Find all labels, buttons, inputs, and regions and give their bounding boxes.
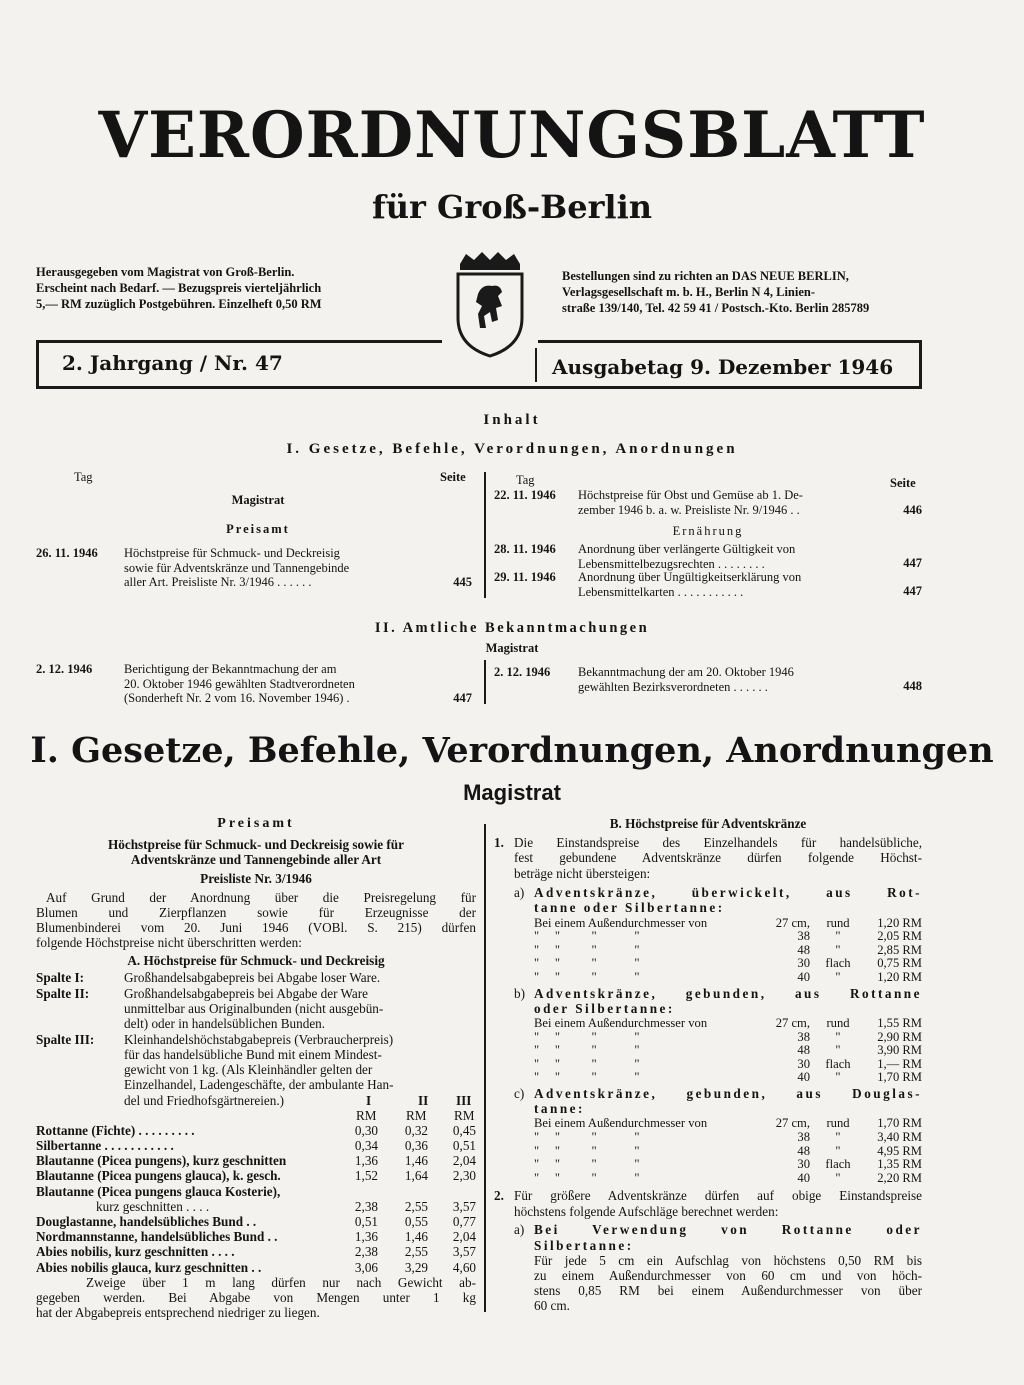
price-value-ii: 0,55 xyxy=(404,1213,428,1229)
group-title-line: Adventskränze, gebunden, aus Rottanne xyxy=(534,985,922,1001)
wreath-price-row xyxy=(534,1016,922,1030)
toc-entry xyxy=(494,570,922,600)
wreath-diameter: 40 xyxy=(797,1170,810,1185)
group-label: c) xyxy=(514,1085,525,1101)
wreath-group xyxy=(494,986,922,1084)
wreath-size-lead: " " " " xyxy=(534,1043,640,1058)
price-value-ii: 2,55 xyxy=(404,1198,428,1214)
section-a-heading: A. Höchstpreise für Schmuck- und Deckreisig xyxy=(127,952,385,968)
price-row-name: Douglastanne, handelsübliches Bund . . xyxy=(36,1213,257,1229)
price-row xyxy=(36,1184,476,1199)
wreath-price-row xyxy=(534,1130,922,1144)
wreath-size-lead: " " " " xyxy=(534,1070,640,1085)
wreath-price-row xyxy=(534,1070,922,1084)
price-row-name: Rottanne (Fichte) . . . . . . . . . xyxy=(36,1122,195,1138)
masthead-subtitle: für Groß-Berlin xyxy=(372,188,652,226)
wreath-price: 2,85 RM xyxy=(877,942,922,957)
rule xyxy=(36,340,442,343)
toc-entry-page: 447 xyxy=(453,691,472,705)
price-row xyxy=(36,1244,476,1259)
left-column xyxy=(36,816,476,1320)
toc-entry-text xyxy=(578,570,888,599)
wreath-diameter: 27 cm, xyxy=(775,1116,810,1131)
price-value-ii: 0,36 xyxy=(404,1138,428,1154)
price-row-name: Abies nobilis, kurz geschnitten . . . . xyxy=(36,1244,235,1260)
toc-entry-page: 447 xyxy=(903,556,922,570)
wreath-size-lead: " " " " xyxy=(534,1056,640,1071)
wreath-price: 3,90 RM xyxy=(877,1043,922,1058)
price-row xyxy=(36,1214,476,1229)
group-title-line: tanne: xyxy=(534,1101,585,1117)
price-row xyxy=(36,1123,476,1138)
section-b-heading: B. Höchstpreise für Adventskränze xyxy=(609,816,807,831)
toc-section1-title: I. Gesetze, Befehle, Verordnungen, Anordnungen xyxy=(286,441,738,457)
toc-entry-line: Lebensmittelkarten . . . . . . . . . . . xyxy=(578,584,744,599)
wreath-diameter: 27 cm, xyxy=(775,1015,810,1030)
toc-entry-text xyxy=(124,546,444,590)
col-head-1: I xyxy=(366,1092,372,1108)
spalte-line: delt) oder in handelsüblichen Bunden. xyxy=(124,1016,326,1032)
spalte xyxy=(36,970,476,986)
wreath-group xyxy=(494,885,922,983)
group-title-line: Adventskränze, überwickelt, aus Rot- xyxy=(534,885,922,901)
wreath-diameter: 38 xyxy=(797,929,810,944)
toc-entry-line: Berichtigung der Bekanntmachung der am xyxy=(124,662,337,676)
order-line: straße 139/140, Tel. 42 59 41 / Postsch.-Kto. Berlin 285789 xyxy=(562,301,870,315)
wreath-shape: rund xyxy=(826,1015,850,1030)
main-subheading: Magistrat xyxy=(463,780,561,805)
group-title-line: Adventskränze, gebunden, aus Douglas- xyxy=(534,1085,922,1101)
toc-entry-line: (Sonderheft Nr. 2 vom 16. November 1946) . xyxy=(124,691,350,705)
toc-entry-line: Anordnung über verlängerte Gültigkeit von xyxy=(578,542,796,556)
price-value-ii: 1,46 xyxy=(404,1229,428,1245)
publisher-line: Erscheint nach Bedarf. — Bezugspreis vierteljährlich xyxy=(36,281,322,295)
wreath-price: 0,75 RM xyxy=(877,956,922,971)
group-title-line: Silbertanne: xyxy=(534,1237,634,1253)
toc-entry-line: 20. Oktober 1946 gewählten Stadtverordneten xyxy=(124,676,355,691)
wreath-shape: " xyxy=(835,942,841,957)
intro-line: folgende Höchstpreise nicht überschritten werden: xyxy=(36,935,302,951)
wreath-size-lead: " " " " xyxy=(534,1029,640,1044)
wreath-price: 1,35 RM xyxy=(877,1157,922,1172)
spalte-line: für das handelsübliche Bund mit einem Mindest- xyxy=(124,1047,382,1063)
toc-group: Magistrat xyxy=(231,493,285,507)
toc-entry-page: 447 xyxy=(903,584,922,598)
wreath-price: 2,90 RM xyxy=(877,1029,922,1044)
wreath-group xyxy=(494,1086,922,1184)
spalte-label: Spalte II: xyxy=(36,985,90,1001)
intro-line: Auf Grund der Anordnung über die Preisregelung für xyxy=(46,889,476,905)
intro-line: Blumenbinderei vom 20. Juni 1946 (VOBl. S. 215) dürfen xyxy=(36,920,476,936)
wreath-diameter: 30 xyxy=(797,1157,810,1172)
price-table xyxy=(36,1123,476,1275)
wreath-groups xyxy=(494,885,922,1184)
wreath-price: 1,70 RM xyxy=(877,1116,922,1131)
regulation-title-line: Höchstpreise für Schmuck- und Deckreisig sowie für xyxy=(108,837,404,853)
toc-subgroup: Preisamt xyxy=(226,522,290,536)
toc-entry-date: 2. 12. 1946 xyxy=(494,665,551,679)
wreath-diameter: 48 xyxy=(797,1043,810,1058)
wreath-shape: " xyxy=(835,1029,841,1044)
group-line: Für jede 5 cm ein Aufschlag von höchstens 0,50 RM bis xyxy=(534,1252,922,1268)
toc-heading: Inhalt xyxy=(483,412,541,428)
closing-line: gegeben werden. Bei Abgabe von Mengen unter 1 kg xyxy=(36,1289,476,1305)
toc-entry-line: Höchstpreise für Schmuck- und Deckreisig xyxy=(124,546,340,560)
toc-entry-page: 446 xyxy=(903,503,922,517)
wreath-diameter: 40 xyxy=(797,1070,810,1085)
price-value-i: 0,30 xyxy=(354,1122,378,1138)
wreath-shape: " xyxy=(835,1043,841,1058)
spalte-label: Spalte III: xyxy=(36,1031,95,1047)
column-divider xyxy=(484,660,486,704)
wreath-size-lead: " " " " xyxy=(534,929,640,944)
wreath-price-row xyxy=(534,1171,922,1185)
price-value-i: 0,34 xyxy=(354,1138,378,1154)
wreath-diameter: 27 cm, xyxy=(775,915,810,930)
group-label: a) xyxy=(514,885,525,901)
group-text xyxy=(534,1222,922,1313)
wreath-price-row xyxy=(534,956,922,970)
price-value-ii: 0,32 xyxy=(404,1122,428,1138)
wreath-price-row xyxy=(534,943,922,957)
paragraph-line: beträge nicht übersteigen: xyxy=(514,865,651,881)
toc-entry-line: sowie für Adventskränze und Tannengebinde xyxy=(124,560,350,575)
unit-row xyxy=(36,1108,476,1123)
order-info xyxy=(562,268,926,316)
spalte-line: Einzelhandel, Ladengeschäfte, der ambulante Han- xyxy=(124,1077,394,1093)
wreath-price: 1,20 RM xyxy=(877,915,922,930)
paragraph-2 xyxy=(494,1188,922,1220)
price-value-iii: 3,57 xyxy=(452,1198,476,1214)
wreath-size-lead: " " " " xyxy=(534,1157,640,1172)
price-list-number: Preisliste Nr. 3/1946 xyxy=(200,870,312,886)
paragraph-line: Die Einstandspreise des Einzelhandels für handelsübliche, xyxy=(514,835,922,851)
price-value-i: 2,38 xyxy=(354,1244,378,1260)
wreath-diameter: 40 xyxy=(797,969,810,984)
wreath-price-row xyxy=(534,1116,922,1130)
price-value-iii: 0,51 xyxy=(452,1138,476,1154)
paragraph-1 xyxy=(494,835,922,883)
price-row-name: Blautanne (Picea pungens glauca Kosterie), xyxy=(36,1183,281,1199)
wreath-shape: rund xyxy=(826,1116,850,1131)
price-row xyxy=(36,1153,476,1168)
price-value-ii: 1,64 xyxy=(404,1168,428,1184)
price-row-name: Silbertanne . . . . . . . . . . . xyxy=(36,1138,174,1154)
wreath-diameter: 38 xyxy=(797,1129,810,1144)
rule xyxy=(919,340,922,388)
spalte xyxy=(36,1032,476,1108)
price-value-iii: 4,60 xyxy=(452,1259,476,1275)
col-head-2: II xyxy=(418,1092,429,1108)
wreath-size-lead: " " " " xyxy=(534,969,640,984)
toc-entry xyxy=(36,662,472,710)
price-value-i: 1,52 xyxy=(354,1168,378,1184)
wreath-price: 1,55 RM xyxy=(877,1015,922,1030)
spalte xyxy=(36,986,476,1032)
toc-entry-text xyxy=(578,488,878,517)
wreath-diameter: 30 xyxy=(797,956,810,971)
wreath-price: 2,05 RM xyxy=(877,929,922,944)
order-line: Bestellungen sind zu richten an DAS NEUE BERLIN, xyxy=(562,269,849,283)
publisher-line: 5,— RM zuzüglich Postgebühren. Einzelheft 0,50 RM xyxy=(36,297,322,311)
paragraph-line: fest gebundene Adventskränze dürfen folgende Höchst- xyxy=(514,850,922,866)
order-line: Verlagsgesellschaft m. b. H., Berlin N 4, Linien- xyxy=(562,285,816,299)
wreath-shape: " xyxy=(835,929,841,944)
wreath-price-row xyxy=(534,970,922,984)
toc-entry-line: Höchstpreise für Obst und Gemüse ab 1. De- xyxy=(578,488,803,502)
wreath-shape: rund xyxy=(826,915,850,930)
price-value-i: 3,06 xyxy=(354,1259,378,1275)
masthead-title: VERORDNUNGSBLATT xyxy=(98,98,926,173)
toc-entry-line: Lebensmittelbezugsrechten . . . . . . . . xyxy=(578,556,765,571)
wreath-size-lead: Bei einem Außendurchmesser von xyxy=(534,1116,708,1131)
price-row-name: Blautanne (Picea pungens), kurz geschnitten xyxy=(36,1153,287,1169)
wreath-shape: " xyxy=(835,969,841,984)
spalte-label: Spalte I: xyxy=(36,969,84,985)
group-line: stens 0,85 RM bei einem Außendurchmesser von über xyxy=(534,1283,922,1299)
toc-entry-text xyxy=(578,665,888,694)
toc-section2-title: II. Amtliche Bekanntmachungen xyxy=(374,620,650,636)
dept-heading: Preisamt xyxy=(217,816,295,831)
price-value-i: 1,36 xyxy=(354,1229,378,1245)
toc-col-seite: Seite xyxy=(440,470,466,484)
toc-col-tag: Tag xyxy=(516,473,535,487)
toc-entry-date: 26. 11. 1946 xyxy=(36,546,98,560)
right-column xyxy=(494,816,922,1314)
price-row xyxy=(36,1168,476,1183)
intro-line: Blumen und Zierpflanzen sowie für Erzeugnisse der xyxy=(36,905,476,921)
group-line: zu einem Außendurchmesser von 60 cm und von höch- xyxy=(534,1267,922,1283)
spalte-line: del und Friedhofsgärtnereien.) xyxy=(124,1092,285,1108)
publisher-line: Herausgegeben vom Magistrat von Groß-Berlin. xyxy=(36,265,295,279)
toc-entry-date: 2. 12. 1946 xyxy=(36,662,93,676)
toc-entry-date: 29. 11. 1946 xyxy=(494,570,556,584)
price-value-iii: 0,45 xyxy=(452,1122,476,1138)
closing-line: Zweige über 1 m lang dürfen nur nach Gewicht ab- xyxy=(86,1274,476,1290)
spalte-line: Großhandelsabgabepreis bei Abgabe der Ware xyxy=(124,985,369,1001)
spalte-line: Kleinhandelshöchstabgabepreis (Verbraucherpreis) xyxy=(124,1031,394,1047)
wreath-price-row xyxy=(534,929,922,943)
wreath-shape: " xyxy=(835,1070,841,1085)
toc-entry-line: gewählten Bezirksverordneten . . . . . . xyxy=(578,679,768,694)
paragraph-line: höchstens folgende Aufschläge berechnet werden: xyxy=(514,1203,779,1219)
price-row-name: Abies nobilis glauca, kurz geschnitten . . xyxy=(36,1259,262,1275)
wreath-shape: flach xyxy=(825,1157,851,1172)
toc-entry xyxy=(494,488,922,520)
wreath-size-lead: " " " " xyxy=(534,942,640,957)
group-label: b) xyxy=(514,985,525,1001)
col-head-3: III xyxy=(456,1092,472,1108)
regulation-title-line: Adventskränze und Tannengebinde aller Art xyxy=(130,852,382,868)
price-value-iii: 0,77 xyxy=(452,1213,476,1229)
issue-number: 2. Jahrgang / Nr. 47 xyxy=(62,351,283,375)
paragraph-text xyxy=(514,1188,922,1218)
toc-entry-text xyxy=(124,662,444,706)
wreath-price-row xyxy=(534,1030,922,1044)
toc-entry-date: 28. 11. 1946 xyxy=(494,542,556,556)
toc-entry xyxy=(36,546,472,596)
toc-col-tag: Tag xyxy=(74,470,93,484)
toc-entry-text xyxy=(578,542,888,571)
group-label: a) xyxy=(514,1222,525,1238)
wreath-price: 3,40 RM xyxy=(877,1129,922,1144)
paragraph-2a xyxy=(494,1222,922,1314)
price-value-ii: 3,29 xyxy=(404,1259,428,1275)
wreath-price-row xyxy=(534,916,922,930)
price-row xyxy=(36,1138,476,1153)
wreath-size-lead: " " " " xyxy=(534,1129,640,1144)
wreath-size-lead: " " " " xyxy=(534,956,640,971)
publisher-info xyxy=(36,264,420,312)
wreath-diameter: 48 xyxy=(797,1143,810,1158)
wreath-price: 1,— RM xyxy=(877,1056,922,1071)
wreath-price-row xyxy=(534,1157,922,1171)
toc-entry-line: zember 1946 b. a. w. Preisliste Nr. 9/1946 . . xyxy=(578,502,800,517)
price-value-i: 1,36 xyxy=(354,1153,378,1169)
price-value-ii: 2,55 xyxy=(404,1244,428,1260)
wreath-price-row xyxy=(534,1144,922,1158)
column-divider xyxy=(484,472,486,598)
spalte-line: gewicht von 1 kg. (Als Kleinhändler gelten der xyxy=(124,1062,373,1078)
wreath-shape: " xyxy=(835,1129,841,1144)
rule xyxy=(535,348,537,382)
wreath-diameter: 38 xyxy=(797,1029,810,1044)
price-value-ii: 1,46 xyxy=(404,1153,428,1169)
berlin-coat-of-arms-icon xyxy=(452,250,528,360)
price-row xyxy=(36,1229,476,1244)
toc-col-seite: Seite xyxy=(890,476,916,490)
wreath-shape: flach xyxy=(825,956,851,971)
price-row-name: kurz geschnitten . . . . xyxy=(96,1198,210,1214)
price-value-iii: 2,30 xyxy=(452,1168,476,1184)
price-value-i: 2,38 xyxy=(354,1198,378,1214)
wreath-price: 4,95 RM xyxy=(877,1143,922,1158)
wreath-shape: flach xyxy=(825,1056,851,1071)
wreath-shape: " xyxy=(835,1170,841,1185)
closing-line: hat der Abgabepreis entsprechend niedriger zu liegen. xyxy=(36,1305,320,1321)
wreath-shape: " xyxy=(835,1143,841,1158)
group-title-line: tanne oder Silbertanne: xyxy=(534,900,725,916)
toc-group: Magistrat xyxy=(485,641,539,655)
rule xyxy=(538,340,922,343)
toc-entry-line: aller Art. Preisliste Nr. 3/1946 . . . . . . xyxy=(124,575,312,589)
paragraph-line: Für größere Adventskränze dürfen auf obige Einstandspreise xyxy=(514,1188,922,1204)
release-date: Ausgabetag 9. Dezember 1946 xyxy=(552,355,894,379)
wreath-size-lead: " " " " xyxy=(534,1143,640,1158)
toc-subgroup: Ernährung xyxy=(672,524,744,538)
price-value-iii: 3,57 xyxy=(452,1244,476,1260)
toc-entry-page: 445 xyxy=(453,575,472,589)
toc-entry-line: Bekanntmachung der am 20. Oktober 1946 xyxy=(578,665,794,679)
group-title-line: Bei Verwendung von Rottanne oder xyxy=(534,1222,922,1238)
group-title-line: oder Silbertanne: xyxy=(534,1000,675,1016)
price-row xyxy=(36,1199,476,1214)
price-value-i: 0,51 xyxy=(354,1213,378,1229)
wreath-diameter: 48 xyxy=(797,942,810,957)
paragraph-text xyxy=(514,835,922,881)
wreath-size-lead: Bei einem Außendurchmesser von xyxy=(534,1015,708,1030)
spalte-line: unmittelbar aus Originalbunden (nicht ausgebün- xyxy=(124,1001,384,1017)
wreath-size-lead: Bei einem Außendurchmesser von xyxy=(534,915,708,930)
column-divider xyxy=(484,824,486,1312)
spalte-text xyxy=(124,986,476,1032)
group-line: 60 cm. xyxy=(534,1298,570,1314)
unit-label: RM xyxy=(406,1107,427,1123)
price-value-iii: 2,04 xyxy=(452,1229,476,1245)
toc-entry-date: 22. 11. 1946 xyxy=(494,488,556,502)
wreath-price-row xyxy=(534,1043,922,1057)
wreath-diameter: 30 xyxy=(797,1056,810,1071)
wreath-price: 1,70 RM xyxy=(877,1070,922,1085)
toc-entry-line: Anordnung über Ungültigkeitserklärung von xyxy=(578,570,802,584)
unit-label: RM xyxy=(356,1107,377,1123)
price-row-name: Blautanne (Picea pungens glauca), k. gesch. xyxy=(36,1168,281,1184)
rule xyxy=(36,386,922,389)
rule xyxy=(36,340,39,388)
wreath-size-lead: " " " " xyxy=(534,1170,640,1185)
paragraph-number: 1. xyxy=(494,835,504,851)
paragraph-number: 2. xyxy=(494,1188,504,1204)
wreath-price: 1,20 RM xyxy=(877,969,922,984)
toc-entry xyxy=(494,665,922,697)
toc-entry-page: 448 xyxy=(903,679,922,693)
wreath-price: 2,20 RM xyxy=(877,1170,922,1185)
wreath-price-row xyxy=(534,1057,922,1071)
unit-label: RM xyxy=(454,1107,475,1123)
main-heading: I. Gesetze, Befehle, Verordnungen, Anordnungen xyxy=(30,730,994,771)
spalte-text: Großhandelsabgabepreis bei Abgabe loser Ware. xyxy=(124,969,381,985)
price-row-name: Nordmannstanne, handelsübliches Bund . . xyxy=(36,1229,278,1245)
price-value-iii: 2,04 xyxy=(452,1153,476,1169)
toc-entry xyxy=(494,542,922,572)
price-row xyxy=(36,1260,476,1275)
